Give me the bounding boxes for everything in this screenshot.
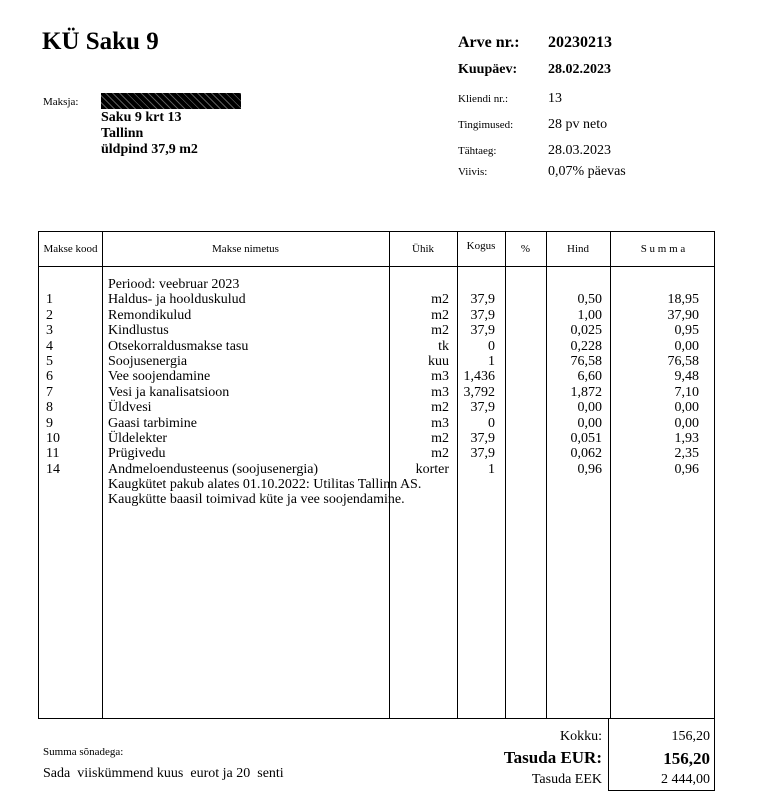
row-quantity: 37,9 (470, 323, 495, 339)
total-label: Kokku: (560, 729, 602, 744)
row-price: 0,96 (577, 461, 602, 477)
row-name: Üldelekter (108, 430, 168, 446)
row-code: 4 (46, 338, 53, 354)
row-code: 11 (46, 446, 60, 462)
row-sum: 0,95 (674, 323, 699, 339)
header-name: Makse nimetus (212, 242, 279, 255)
row-price: 0,051 (570, 430, 602, 446)
redacted-payer-name (101, 93, 241, 109)
row-unit: m2 (431, 446, 449, 462)
row-sum: 2,35 (674, 446, 699, 462)
row-name: Vee soojendamine (108, 369, 211, 385)
table-row (39, 400, 714, 415)
row-code: 9 (46, 415, 53, 431)
note-provider: Kaugkütet pakub alates 01.10.2022: Utilitas Tallinn AS. (108, 477, 422, 493)
table-body (39, 277, 714, 508)
payment-terms: 28 pv neto (548, 117, 608, 132)
row-price: 76,58 (570, 353, 602, 369)
invoice-table (38, 231, 715, 719)
due-date-label: Tähtaeg: (458, 145, 497, 157)
row-sum: 0,00 (674, 415, 699, 431)
header-sum: S u m m a (640, 242, 686, 255)
row-unit: m2 (431, 323, 449, 339)
row-code: 6 (46, 369, 53, 385)
row-price: 1,872 (570, 384, 602, 400)
row-unit: m3 (431, 384, 449, 400)
row-sum: 7,10 (674, 384, 699, 400)
row-price: 0,062 (570, 446, 602, 462)
header-percent: % (520, 242, 531, 255)
table-row (39, 354, 714, 369)
invoice-date-label: Kuupäev: (458, 62, 518, 77)
row-name: Remondikulud (108, 307, 192, 323)
pay-eek-value: 2 444,00 (661, 772, 710, 787)
row-unit: m2 (431, 400, 449, 416)
pay-eur-value: 156,20 (663, 749, 710, 768)
table-row (39, 292, 714, 307)
row-unit: tk (438, 338, 449, 354)
row-sum: 76,58 (667, 353, 699, 369)
table-row (39, 385, 714, 400)
company-name: KÜ Saku 9 (42, 28, 159, 55)
row-name: Otsekorraldusmakse tasu (108, 338, 249, 354)
row-unit: m2 (431, 307, 449, 323)
row-unit: m3 (431, 415, 449, 431)
row-quantity: 37,9 (470, 400, 495, 416)
row-code: 14 (46, 461, 60, 477)
row-sum: 0,00 (674, 338, 699, 354)
row-quantity: 37,9 (470, 430, 495, 446)
row-name: Kindlustus (108, 323, 169, 339)
header-quantity: Kogus (466, 240, 496, 252)
row-price: 0,50 (577, 292, 602, 308)
payer-label: Maksja: (43, 96, 79, 108)
pay-eur-label: Tasuda EUR: (503, 748, 602, 767)
row-name: Soojusenergia (108, 353, 188, 369)
row-name: Vesi ja kanalisatsioon (108, 384, 230, 400)
row-price: 0,025 (570, 323, 602, 339)
client-number: 13 (548, 91, 562, 106)
table-row (39, 416, 714, 431)
terms-label: Tingimused: (458, 119, 514, 131)
row-code: 10 (46, 430, 60, 446)
pay-eek-label: Tasuda EEK (531, 772, 602, 787)
row-unit: m3 (431, 369, 449, 385)
row-quantity: 0 (488, 415, 495, 431)
penalty-rate: 0,07% päevas (548, 164, 626, 179)
row-quantity: 1 (488, 353, 495, 369)
row-code: 7 (46, 384, 53, 400)
table-row (39, 308, 714, 323)
row-sum: 37,90 (667, 307, 699, 323)
payer-city: Tallinn (101, 126, 144, 141)
table-row (39, 431, 714, 446)
row-quantity: 1 (488, 461, 495, 477)
amount-in-words-label: Summa sõnadega: (43, 746, 124, 758)
table-row (39, 323, 714, 338)
table-row (39, 446, 714, 461)
row-price: 0,00 (577, 415, 602, 431)
row-sum: 18,95 (667, 292, 699, 308)
row-name: Prügivedu (108, 446, 166, 462)
row-sum: 0,00 (674, 400, 699, 416)
due-date: 28.03.2023 (548, 143, 611, 158)
row-price: 0,228 (570, 338, 602, 354)
header-unit: Ühik (412, 242, 434, 255)
amount-in-words: Sada viiskümmend kuus eurot ja 20 senti (43, 766, 284, 781)
invoice-date: 28.02.2023 (548, 62, 611, 77)
row-name: Haldus- ja hoolduskulud (108, 292, 246, 308)
header-code: Makse kood (43, 242, 98, 255)
row-unit: korter (415, 461, 449, 477)
table-row (39, 462, 714, 477)
invoice-number: 20230213 (548, 34, 612, 51)
row-name: Andmeloendusteenus (soojusenergia) (108, 461, 319, 477)
row-code: 3 (46, 323, 53, 339)
row-quantity: 37,9 (470, 446, 495, 462)
penalty-label: Viivis: (458, 166, 488, 178)
row-sum: 1,93 (674, 430, 699, 446)
row-code: 1 (46, 292, 53, 308)
payer-address: Saku 9 krt 13 (101, 110, 182, 125)
row-code: 8 (46, 400, 53, 416)
table-row (39, 369, 714, 384)
row-unit: m2 (431, 292, 449, 308)
row-sum: 9,48 (674, 369, 699, 385)
row-sum: 0,96 (674, 461, 699, 477)
row-quantity: 37,9 (470, 307, 495, 323)
header-price: Hind (567, 242, 589, 255)
row-code: 5 (46, 353, 53, 369)
row-quantity: 1,436 (463, 369, 495, 385)
row-quantity: 0 (488, 338, 495, 354)
row-price: 1,00 (577, 307, 602, 323)
row-name: Üldvesi (108, 400, 152, 416)
row-name: Gaasi tarbimine (108, 415, 198, 431)
note-heating: Kaugkütte baasil toimivad küte ja vee soojendamine. (108, 492, 405, 508)
row-quantity: 37,9 (470, 292, 495, 308)
row-code: 2 (46, 307, 53, 323)
row-quantity: 3,792 (463, 384, 495, 400)
period-label: Periood: veebruar 2023 (108, 277, 240, 292)
row-unit: m2 (431, 430, 449, 446)
payer-area: üldpind 37,9 m2 (101, 142, 198, 157)
row-price: 6,60 (577, 369, 602, 385)
row-price: 0,00 (577, 400, 602, 416)
client-number-label: Kliendi nr.: (458, 93, 509, 105)
row-unit: kuu (428, 353, 449, 369)
table-row (39, 339, 714, 354)
invoice-number-label: Arve nr.: (458, 34, 520, 51)
total-value: 156,20 (671, 729, 710, 744)
